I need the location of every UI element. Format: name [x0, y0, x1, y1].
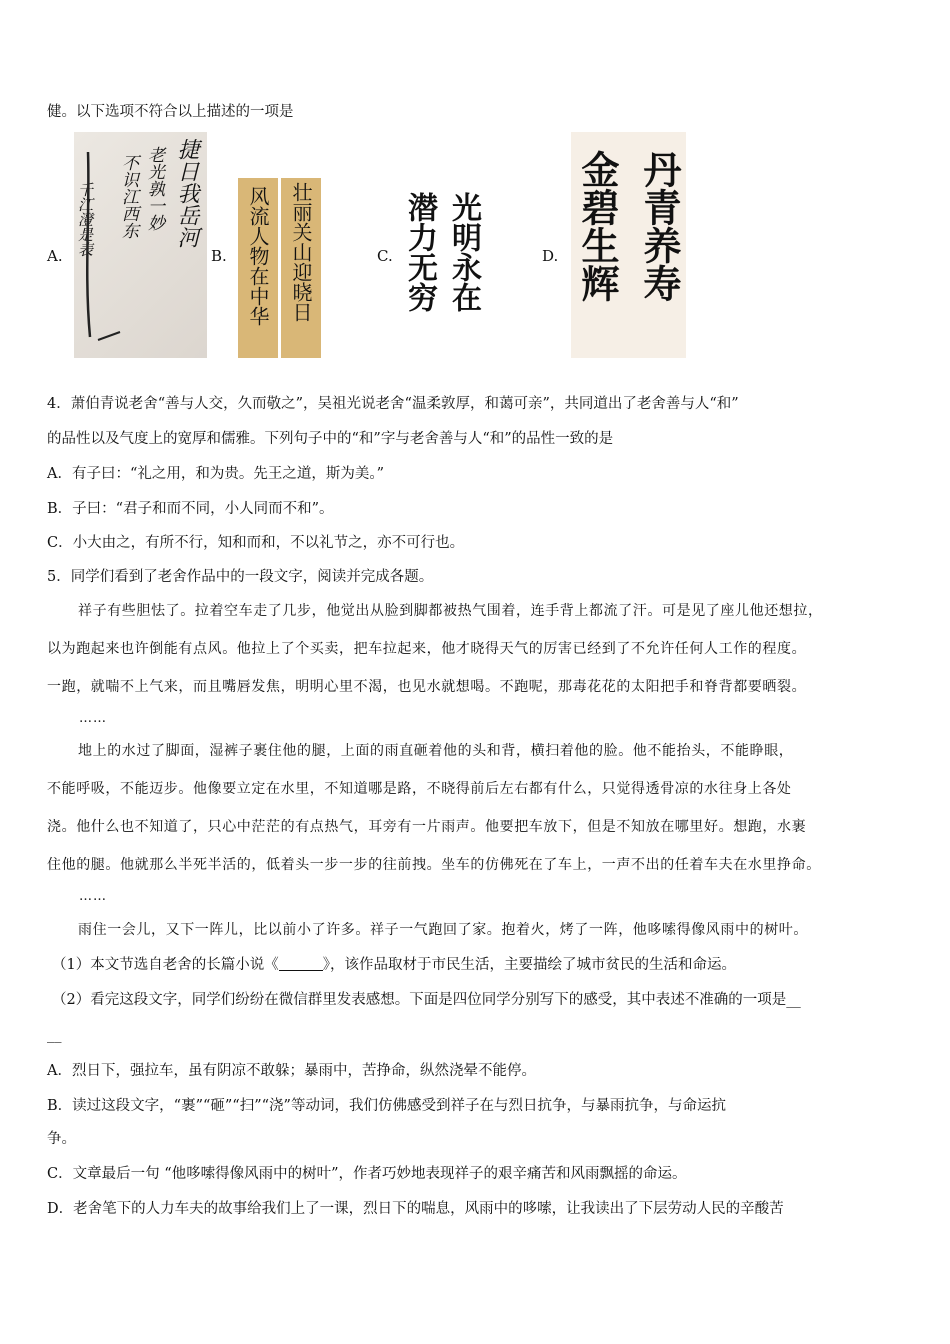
callig-a-col2: 老光孰一妙: [144, 146, 164, 231]
passage-p1-line2: 以为跑起来也许倒能有点风。他拉上了个买卖，把车拉起来，他才晓得天气的厉害已经到了不允许任何人工作的程度。: [47, 641, 807, 657]
passage-p1-line3: 一跑，就喘不上气来，而且嘴唇发焦，明明心里不渴，也见水就想喝。不跑呢，那毒花花的太阳把手和脊背都要晒裂。: [47, 679, 807, 695]
callig-a-signature: 千江澄是表: [76, 182, 94, 257]
callig-b-right: 壮丽关山迎晓日: [289, 182, 313, 322]
option-c-label: C.: [377, 247, 393, 265]
q5-sub1-prefix: （1）本文节选自老舍的长篇小说《: [52, 957, 279, 973]
passage-p1-line1: 祥子有些胆怯了。拉着空车走了几步，他觉出从脸到脚都被热气围着，连手背上都流了汗。可是见了座儿他还想拉，: [78, 603, 823, 619]
passage-p2-line3: 浇。他什么也不知道了，只心中茫茫的有点热气，耳旁有一片雨声。他要把车放下，但是不知放在哪里好。想跑，水裹: [47, 819, 807, 835]
q5-option-b-line1: B．读过这段文字，“裹”“砸”“扫”“浇”等动词，我们仿佛感受到祥子在与烈日抗争，与暴雨抗争，与命运抗: [47, 1098, 726, 1114]
callig-a-col1: 捷日我岳河: [174, 138, 199, 248]
passage-p2-line1: 地上的水过了脚面，湿裤子裹住他的腿，上面的雨直砸着他的头和背，横扫着他的脸。他不能抬头，不能睁眼，: [78, 743, 794, 759]
calligraphy-image-b-left: [238, 178, 278, 358]
q4-option-c: C．小大由之，有所不行，知和而和，不以礼节之，亦不可行也。: [47, 535, 465, 551]
callig-b-left: 风流人物在中华: [246, 186, 270, 326]
calligraphy-image-a: [74, 132, 207, 358]
q5-stem: 5．同学们看到了老舍作品中的一段文字，阅读并完成各题。: [47, 569, 434, 585]
passage-ellipsis-1: ……: [79, 711, 107, 726]
q5-sub2: （2）看完这段文字，同学们纷纷在微信群里发表感想。下面是四位同学分别写下的感受，其中表述不准确的一项是__: [52, 992, 801, 1008]
callig-a-strokes: [74, 132, 207, 358]
option-d-label: D.: [542, 247, 559, 265]
q4-option-a: A．有子曰：“礼之用，和为贵。先王之道，斯为美。”: [47, 466, 385, 482]
q5-option-d: D．老舍笔下的人力车夫的故事给我们上了一课，烈日下的喘息，风雨中的哆嗦，让我读出了下层劳动人民的辛酸苦: [47, 1201, 784, 1217]
passage-p2-line2: 不能呼吸，不能迈步。他像要立定在水里，不知道哪是路，不晓得前后左右都有什么，只觉得透骨凉的水往身上各处: [47, 781, 792, 797]
callig-d-right: 丹青养寿: [637, 150, 682, 302]
passage-p2-line4: 住他的腿。他就那么半死半活的，低着头一步一步的往前拽。坐车的仿佛死在了车上，一声不出的任着车夫在水里挣命。: [47, 857, 821, 873]
calligraphy-image-d: [571, 132, 686, 358]
option-a-label: A.: [47, 247, 63, 265]
intro-text: 健。以下选项不符合以上描述的一项是: [47, 104, 294, 120]
calligraphy-image-c: [398, 192, 488, 352]
q4-stem-line2: 的品性以及气度上的宽厚和儒雅。下列句子中的“和”字与老舍善与人“和”的品性一致的是: [47, 431, 614, 447]
q5-sub1-suffix: 》，该作品取材于市民生活，主要描绘了城市贫民的生活和命运。: [322, 957, 736, 973]
q5-sub1-blank: [279, 956, 323, 971]
passage-p3: 雨住一会儿，又下一阵儿，比以前小了许多。祥子一气跑回了家。抱着火，烤了一阵，他哆嗦得像风雨中的树叶。: [78, 922, 808, 938]
q4-option-b: B．子曰：“君子和而不同，小人同而不和”。: [47, 501, 334, 517]
q5-option-a: A．烈日下，强拉车，虽有阴凉不敢躲；暴雨中，苦挣命，纵然浇晕不能停。: [47, 1063, 536, 1079]
callig-c-right: 光明永在: [446, 192, 481, 312]
callig-a-col3: 不识江西东: [118, 154, 138, 239]
callig-d-left: 金碧生辉: [575, 150, 620, 302]
q5-option-c: C．文章最后一句 “他哆嗦得像风雨中的树叶”，作者巧妙地表现祥子的艰辛痛苦和风雨飘摇的命运。: [47, 1166, 687, 1182]
q5-sub1: [52, 955, 736, 975]
callig-c-left: 潜力无穷: [402, 192, 437, 312]
q4-stem-line1: 4．萧伯青说老舍“善与人交，久而敬之”，吴祖光说老舍“温柔敦厚，和蔼可亲”，共同道出了老舍善与人“和”: [47, 396, 739, 412]
passage-ellipsis-2: ……: [79, 889, 107, 904]
q5-option-b-line2: 争。: [47, 1131, 76, 1147]
q5-sub2-continuation: __: [47, 1027, 62, 1043]
calligraphy-image-b-right: [281, 178, 321, 358]
option-b-label: B.: [211, 247, 227, 265]
